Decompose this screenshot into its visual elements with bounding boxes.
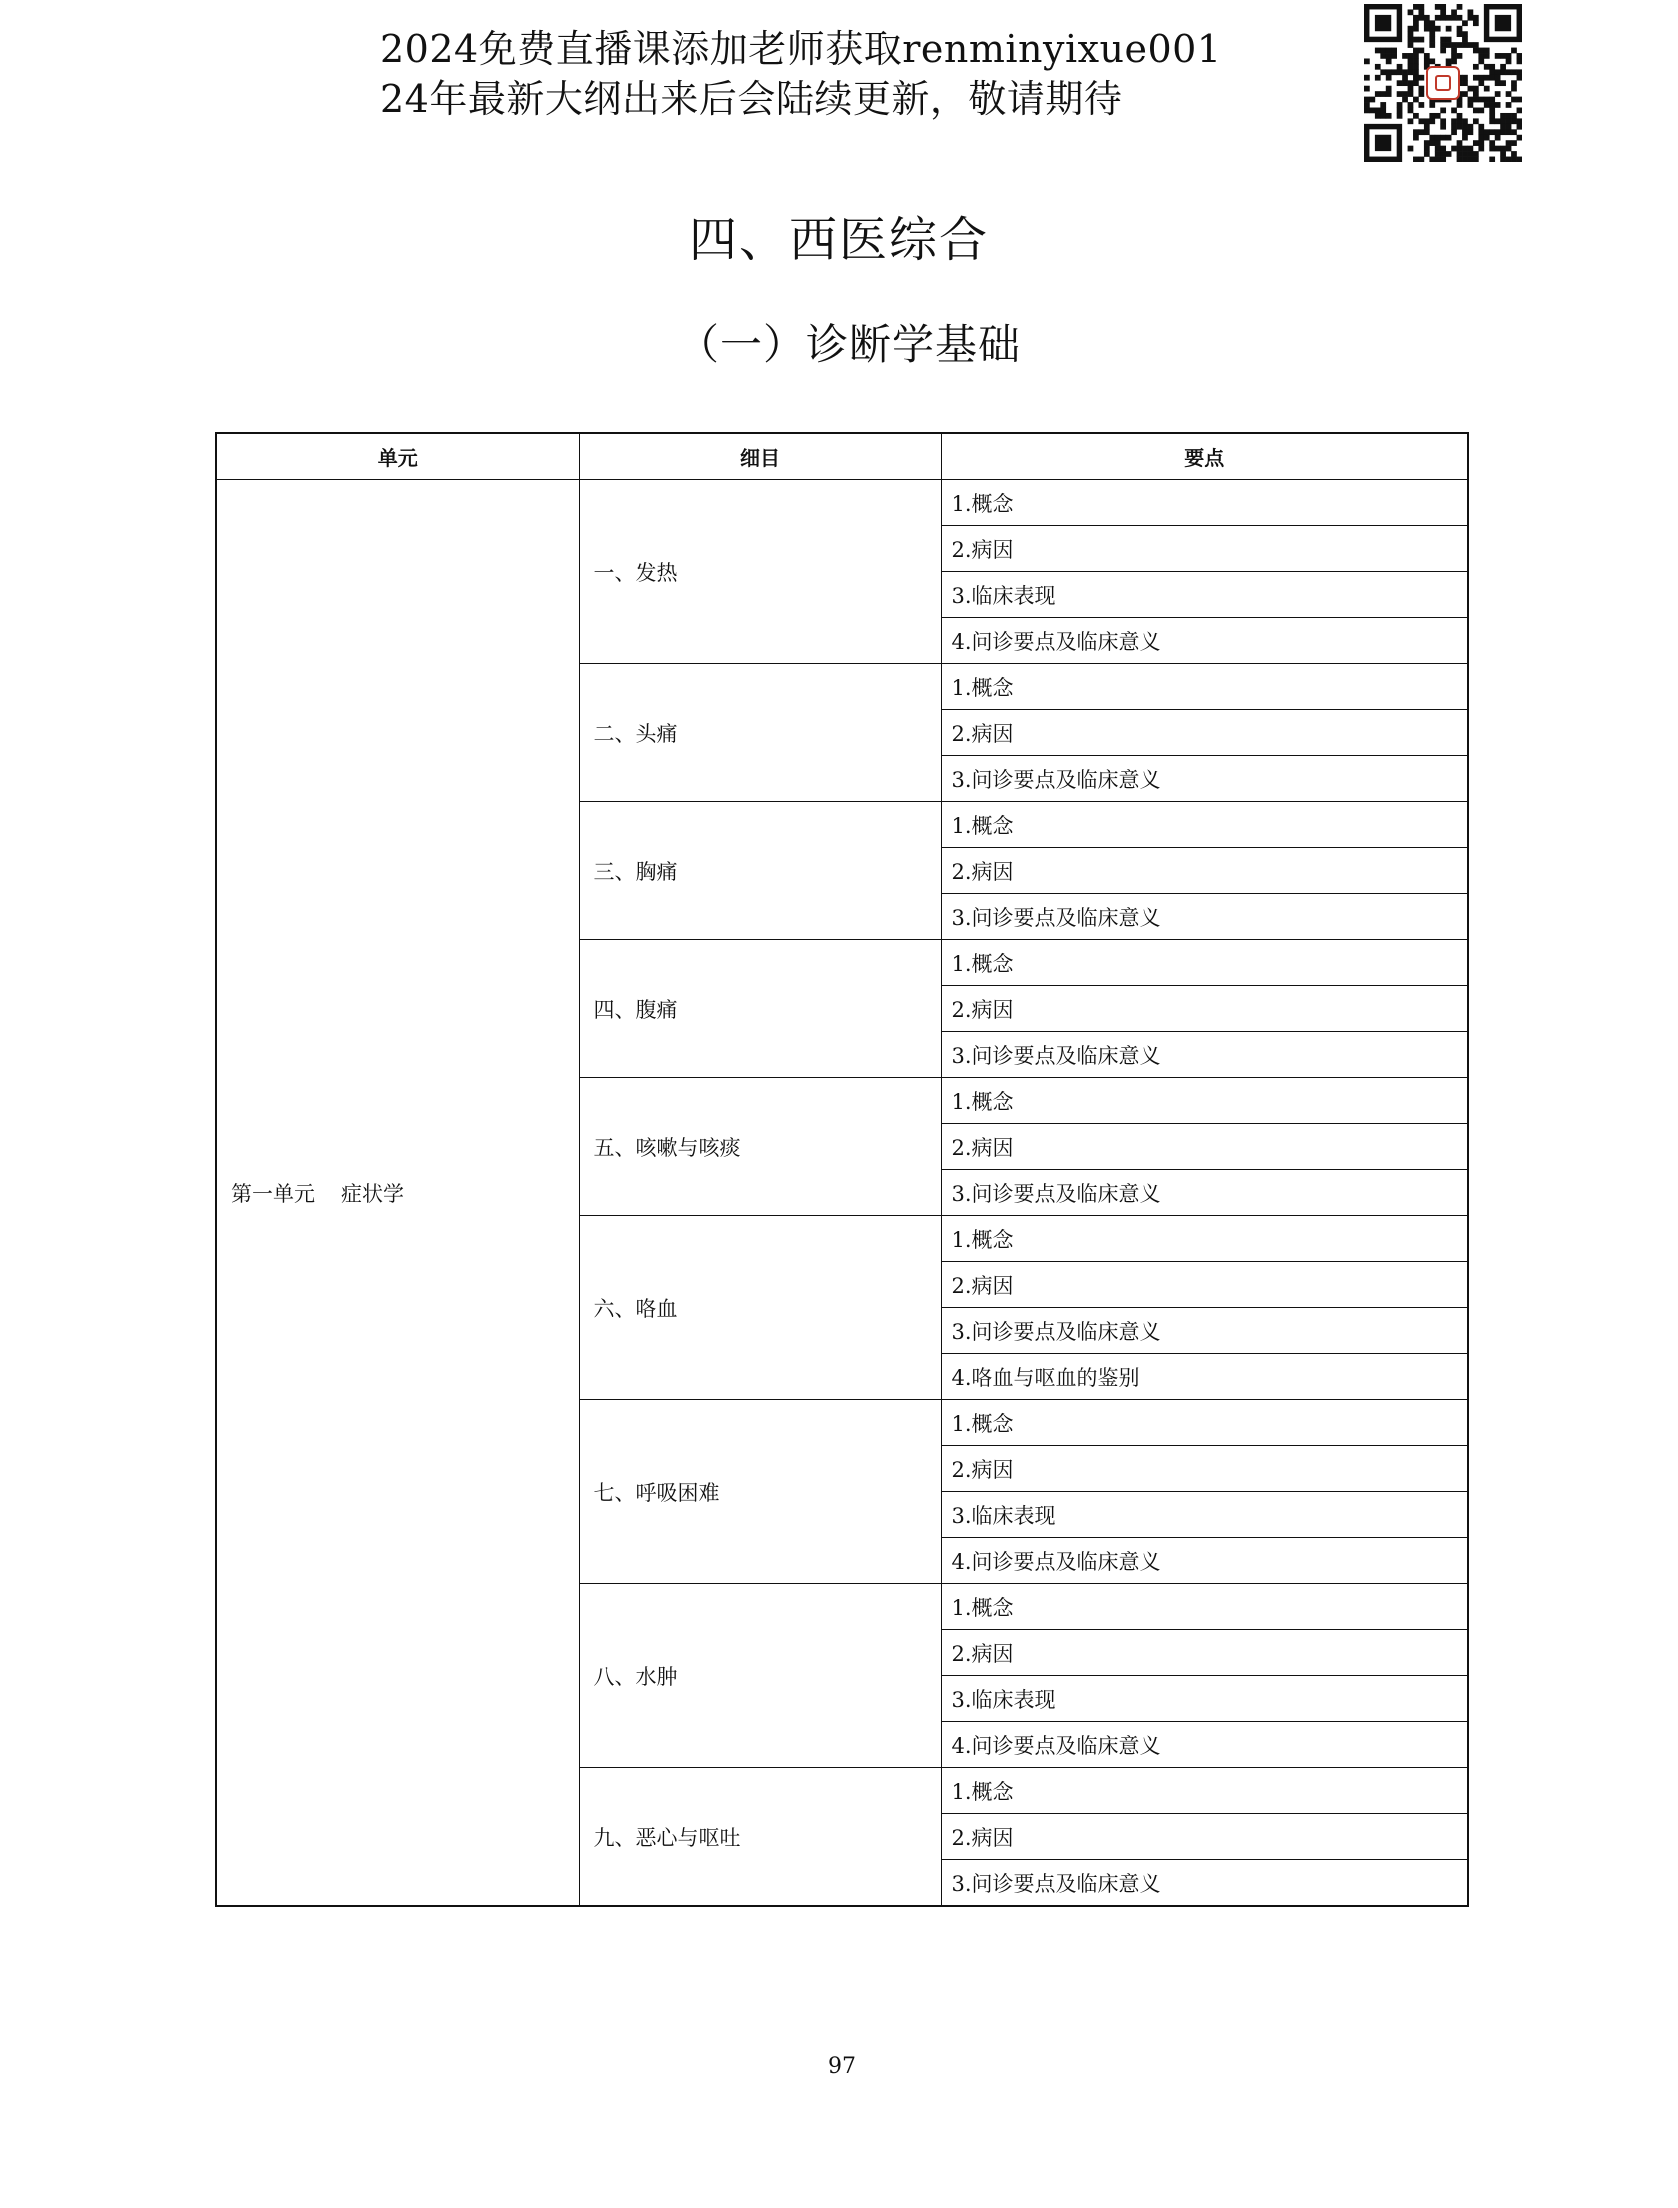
point-cell: 2.病因	[941, 848, 1468, 894]
qr-logo-icon	[1426, 66, 1460, 100]
point-cell: 3.临床表现	[941, 1676, 1468, 1722]
unit-cell	[216, 480, 579, 1907]
point-cell: 1.概念	[941, 1768, 1468, 1814]
promo-line-1: 2024免费直播课添加老师获取renminyixue001	[380, 27, 1222, 71]
item-cell: 一、发热	[579, 480, 941, 664]
sub-title: （一）诊断学基础	[676, 320, 1021, 369]
table-row	[216, 480, 1468, 526]
point-cell: 1.概念	[941, 1216, 1468, 1262]
promo-line-2: 24年最新大纲出来后会陆续更新，敬请期待	[380, 77, 1123, 121]
table-body	[216, 480, 1468, 1907]
item-cell: 三、胸痛	[579, 802, 941, 940]
header-unit: 单元	[216, 433, 579, 480]
point-cell: 2.病因	[941, 1262, 1468, 1308]
item-cell: 九、恶心与呕吐	[579, 1768, 941, 1907]
item-cell: 四、腹痛	[579, 940, 941, 1078]
point-cell: 3.问诊要点及临床意义	[941, 1860, 1468, 1907]
page-number: 97	[828, 2054, 856, 2079]
unit-name: 症状学	[341, 1181, 404, 1206]
point-cell: 3.临床表现	[941, 1492, 1468, 1538]
qr-code-icon	[1364, 4, 1522, 162]
table-header-row	[216, 433, 1468, 480]
point-cell: 4.咯血与呕血的鉴别	[941, 1354, 1468, 1400]
point-cell: 1.概念	[941, 1078, 1468, 1124]
point-cell: 4.问诊要点及临床意义	[941, 618, 1468, 664]
point-cell: 3.问诊要点及临床意义	[941, 1170, 1468, 1216]
point-cell: 1.概念	[941, 664, 1468, 710]
item-cell: 七、呼吸困难	[579, 1400, 941, 1584]
point-cell: 2.病因	[941, 1814, 1468, 1860]
point-cell: 2.病因	[941, 1446, 1468, 1492]
point-cell: 1.概念	[941, 1400, 1468, 1446]
point-cell: 1.概念	[941, 1584, 1468, 1630]
header-item: 细目	[579, 433, 941, 480]
item-cell: 六、咯血	[579, 1216, 941, 1400]
point-cell: 3.临床表现	[941, 572, 1468, 618]
point-cell: 2.病因	[941, 1630, 1468, 1676]
point-cell: 2.病因	[941, 710, 1468, 756]
point-cell: 2.病因	[941, 986, 1468, 1032]
point-cell: 3.问诊要点及临床意义	[941, 756, 1468, 802]
point-cell: 1.概念	[941, 802, 1468, 848]
point-cell: 4.问诊要点及临床意义	[941, 1722, 1468, 1768]
section-title: 四、西医综合	[688, 212, 989, 268]
point-cell: 4.问诊要点及临床意义	[941, 1538, 1468, 1584]
item-cell: 五、咳嗽与咳痰	[579, 1078, 941, 1216]
point-cell: 1.概念	[941, 940, 1468, 986]
promo-banner	[380, 24, 1320, 124]
header-points: 要点	[941, 433, 1468, 480]
item-cell: 八、水肿	[579, 1584, 941, 1768]
point-cell: 3.问诊要点及临床意义	[941, 1308, 1468, 1354]
unit-number: 第一单元	[231, 1181, 315, 1206]
syllabus-table	[215, 432, 1469, 1907]
point-cell: 3.问诊要点及临床意义	[941, 1032, 1468, 1078]
item-cell: 二、头痛	[579, 664, 941, 802]
point-cell: 2.病因	[941, 526, 1468, 572]
point-cell: 1.概念	[941, 480, 1468, 526]
point-cell: 2.病因	[941, 1124, 1468, 1170]
point-cell: 3.问诊要点及临床意义	[941, 894, 1468, 940]
